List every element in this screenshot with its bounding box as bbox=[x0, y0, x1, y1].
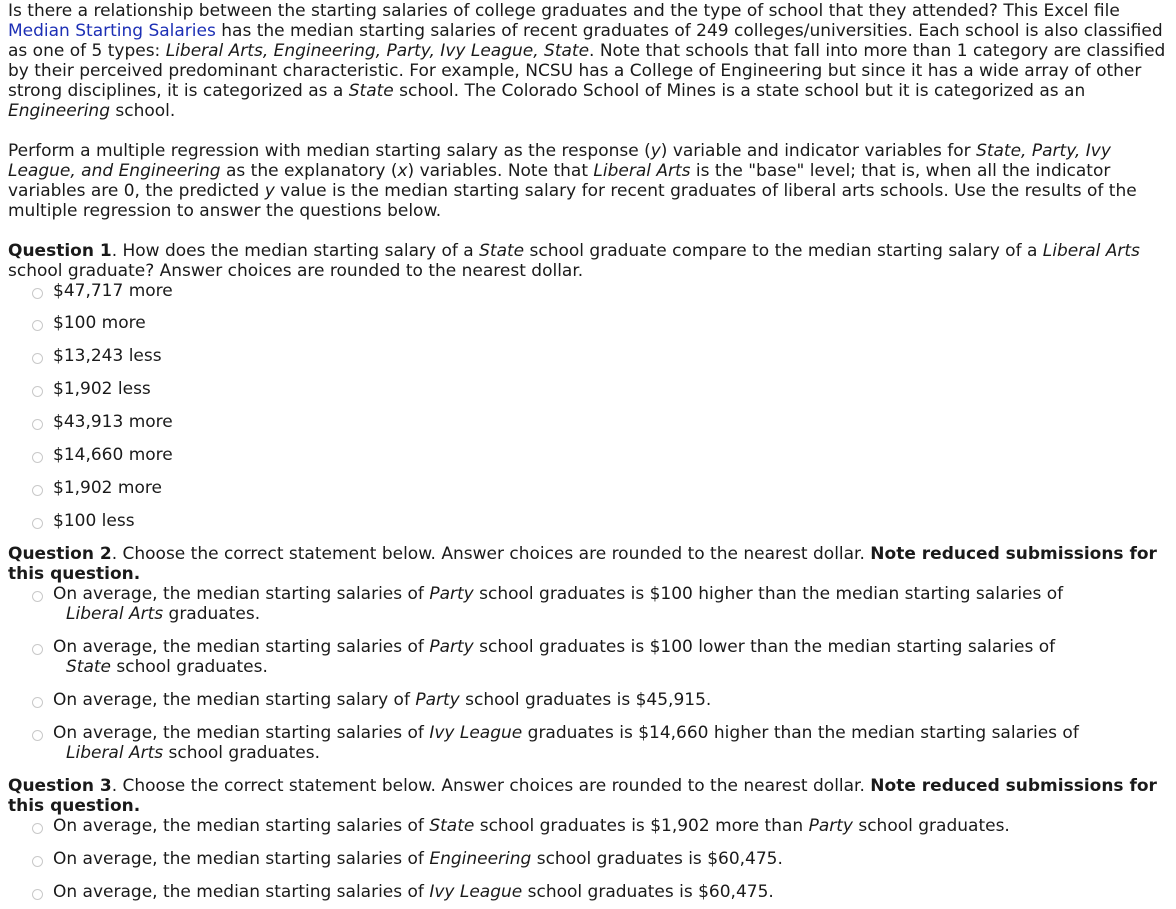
opt-term: Engineering bbox=[429, 849, 532, 869]
radio-button[interactable] bbox=[32, 452, 43, 463]
question-2-prompt bbox=[8, 544, 1166, 584]
reduced-submissions-note: Note reduced submissions for this question. bbox=[8, 544, 1157, 584]
radio-button[interactable] bbox=[32, 856, 43, 867]
intro-text: school. The Colorado School of Mines is a state school but it is categorized as an bbox=[393, 81, 1086, 101]
intro-text: . Note that schools that fall into more than 1 category are classified by their perceived predominant characteristic. For example, NCSU has a College of Engineering but since it has a wide array of other strong disciplines, it is categorized as a bbox=[8, 41, 1166, 101]
opt-continuation bbox=[53, 743, 1166, 763]
option-label bbox=[53, 849, 1166, 869]
q3-option-2[interactable] bbox=[8, 849, 1166, 882]
question-2-label: Question 2 bbox=[8, 544, 112, 564]
radio-button[interactable] bbox=[32, 386, 43, 397]
radio-button[interactable] bbox=[32, 644, 43, 655]
opt-text: school graduates is $60,475. bbox=[522, 882, 774, 902]
reduced-submissions-note: Note reduced submissions for this question. bbox=[8, 776, 1157, 816]
q1-option-2[interactable] bbox=[8, 313, 1166, 346]
opt-text: On average, the median starting salaries of bbox=[53, 723, 430, 743]
option-label: $14,660 more bbox=[53, 445, 173, 465]
q1-option-5[interactable] bbox=[8, 412, 1166, 445]
q1-option-4[interactable] bbox=[8, 379, 1166, 412]
engineering-term: Engineering bbox=[8, 101, 110, 121]
q1-text: . How does the median starting salary of a bbox=[111, 241, 480, 261]
opt-term: Party bbox=[429, 637, 474, 657]
opt-text: On average, the median starting salaries of bbox=[53, 584, 430, 604]
question-2 bbox=[8, 544, 1166, 767]
opt-text: On average, the median starting salaries of bbox=[53, 637, 430, 657]
q2-text: . Choose the correct statement below. Answer choices are rounded to the nearest dollar. bbox=[111, 544, 871, 564]
opt-term: Party bbox=[415, 690, 460, 710]
option-label: $13,243 less bbox=[53, 346, 162, 366]
option-label bbox=[53, 584, 1166, 624]
option-label bbox=[53, 723, 1166, 763]
option-label: $100 less bbox=[53, 511, 135, 531]
question-2-options bbox=[8, 584, 1166, 767]
opt-text: On average, the median starting salaries of bbox=[53, 816, 430, 836]
opt-term: State bbox=[66, 657, 111, 677]
intro-text: Is there a relationship between the starting salaries of college graduates and the type of school that they attended? This Excel file bbox=[8, 1, 1120, 21]
q2-option-3[interactable] bbox=[8, 690, 1166, 723]
instr-text: Perform a multiple regression with median starting salary as the response ( bbox=[8, 141, 651, 161]
q3-option-1[interactable] bbox=[8, 816, 1166, 849]
instr-text: is the "base" level; that is, when all the indicator variables are 0, the predicted bbox=[8, 161, 1111, 201]
radio-button[interactable] bbox=[32, 485, 43, 496]
opt-text: On average, the median starting salary of bbox=[53, 690, 416, 710]
q2-option-2[interactable] bbox=[8, 637, 1166, 690]
radio-button[interactable] bbox=[32, 320, 43, 331]
opt-text: graduates is $14,660 higher than the median starting salaries of bbox=[522, 723, 1079, 743]
option-label bbox=[53, 882, 1166, 902]
median-starting-salaries-link[interactable]: Median Starting Salaries bbox=[8, 21, 216, 41]
opt-continuation bbox=[53, 657, 1166, 677]
opt-text: On average, the median starting salaries of bbox=[53, 849, 430, 869]
question-1-options bbox=[8, 281, 1166, 535]
intro-text: school. bbox=[110, 101, 176, 121]
opt-term: Liberal Arts bbox=[66, 604, 164, 624]
liberal-arts-term: Liberal Arts bbox=[1042, 241, 1140, 261]
question-3-prompt bbox=[8, 776, 1166, 816]
radio-button[interactable] bbox=[32, 518, 43, 529]
q1-option-8[interactable] bbox=[8, 511, 1166, 535]
instr-text: as the explanatory ( bbox=[220, 161, 398, 181]
option-label: $100 more bbox=[53, 313, 146, 333]
state-term: State bbox=[479, 241, 525, 261]
opt-continuation bbox=[53, 604, 1166, 624]
school-types: Liberal Arts, Engineering, Party, Ivy League, State bbox=[165, 41, 590, 61]
option-label: $1,902 more bbox=[53, 478, 162, 498]
option-label bbox=[53, 816, 1166, 836]
q2-option-1[interactable] bbox=[8, 584, 1166, 637]
indicator-vars: State, Party, Ivy League, and Engineering bbox=[8, 141, 1111, 181]
opt-text: school graduates. bbox=[163, 743, 321, 763]
liberal-arts-term: Liberal Arts bbox=[593, 161, 691, 181]
q1-option-1[interactable] bbox=[8, 281, 1166, 313]
intro-paragraph bbox=[8, 1, 1166, 121]
option-label: $43,913 more bbox=[53, 412, 173, 432]
q2-option-4[interactable] bbox=[8, 723, 1166, 767]
opt-term: State bbox=[429, 816, 475, 836]
question-1-label: Question 1 bbox=[8, 241, 112, 261]
opt-text: school graduates is $100 lower than the median starting salaries of bbox=[473, 637, 1056, 657]
opt-term: Ivy League bbox=[429, 882, 523, 902]
option-label: $47,717 more bbox=[53, 281, 173, 301]
opt-text: school graduates is $1,902 more than bbox=[474, 816, 809, 836]
y-var: y bbox=[264, 181, 275, 201]
question-1-prompt bbox=[8, 241, 1166, 281]
q1-text: school graduate compare to the median starting salary of a bbox=[524, 241, 1043, 261]
q1-text: school graduate? Answer choices are rounded to the nearest dollar. bbox=[8, 261, 584, 281]
radio-button[interactable] bbox=[32, 288, 43, 299]
question-3-label: Question 3 bbox=[8, 776, 112, 796]
radio-button[interactable] bbox=[32, 353, 43, 364]
instructions-paragraph bbox=[8, 141, 1166, 221]
opt-text: On average, the median starting salaries of bbox=[53, 882, 430, 902]
opt-term: Ivy League bbox=[429, 723, 523, 743]
question-3 bbox=[8, 776, 1166, 906]
radio-button[interactable] bbox=[32, 697, 43, 708]
y-var: y bbox=[650, 141, 661, 161]
q3-text: . Choose the correct statement below. Answer choices are rounded to the nearest dollar. bbox=[111, 776, 871, 796]
state-term: State bbox=[348, 81, 394, 101]
radio-button[interactable] bbox=[32, 889, 43, 900]
radio-button[interactable] bbox=[32, 823, 43, 834]
question-3-options bbox=[8, 816, 1166, 906]
opt-text: graduates. bbox=[163, 604, 261, 624]
intro-text: has the median starting salaries of recent graduates of 249 colleges/universities. Each school is also classified as one of 5 types: bbox=[8, 21, 1163, 61]
radio-button[interactable] bbox=[32, 730, 43, 741]
x-var: x bbox=[397, 161, 408, 181]
q3-option-3[interactable] bbox=[8, 882, 1166, 906]
opt-text: school graduates is $100 higher than the median starting salaries of bbox=[473, 584, 1064, 604]
opt-text: school graduates. bbox=[111, 657, 268, 677]
opt-term: Party bbox=[429, 584, 474, 604]
opt-text: school graduates is $60,475. bbox=[531, 849, 783, 869]
problem-body bbox=[0, 1, 1176, 906]
instr-text: value is the median starting salary for recent graduates of liberal arts schools. Use the results of the multiple regression to answer the questions below. bbox=[8, 181, 1137, 221]
radio-button[interactable] bbox=[32, 591, 43, 602]
q1-option-7[interactable] bbox=[8, 478, 1166, 511]
radio-button[interactable] bbox=[32, 419, 43, 430]
opt-text: school graduates. bbox=[852, 816, 1010, 836]
opt-text: school graduates is $45,915. bbox=[459, 690, 712, 710]
opt-term: Liberal Arts bbox=[66, 743, 164, 763]
question-1 bbox=[8, 241, 1166, 535]
instr-text: ) variable and indicator variables for bbox=[660, 141, 977, 161]
option-label bbox=[53, 637, 1166, 677]
option-label bbox=[53, 690, 1166, 710]
q1-option-3[interactable] bbox=[8, 346, 1166, 379]
opt-term: Party bbox=[808, 816, 853, 836]
instr-text: ) variables. Note that bbox=[407, 161, 594, 181]
option-label: $1,902 less bbox=[53, 379, 151, 399]
q1-option-6[interactable] bbox=[8, 445, 1166, 478]
